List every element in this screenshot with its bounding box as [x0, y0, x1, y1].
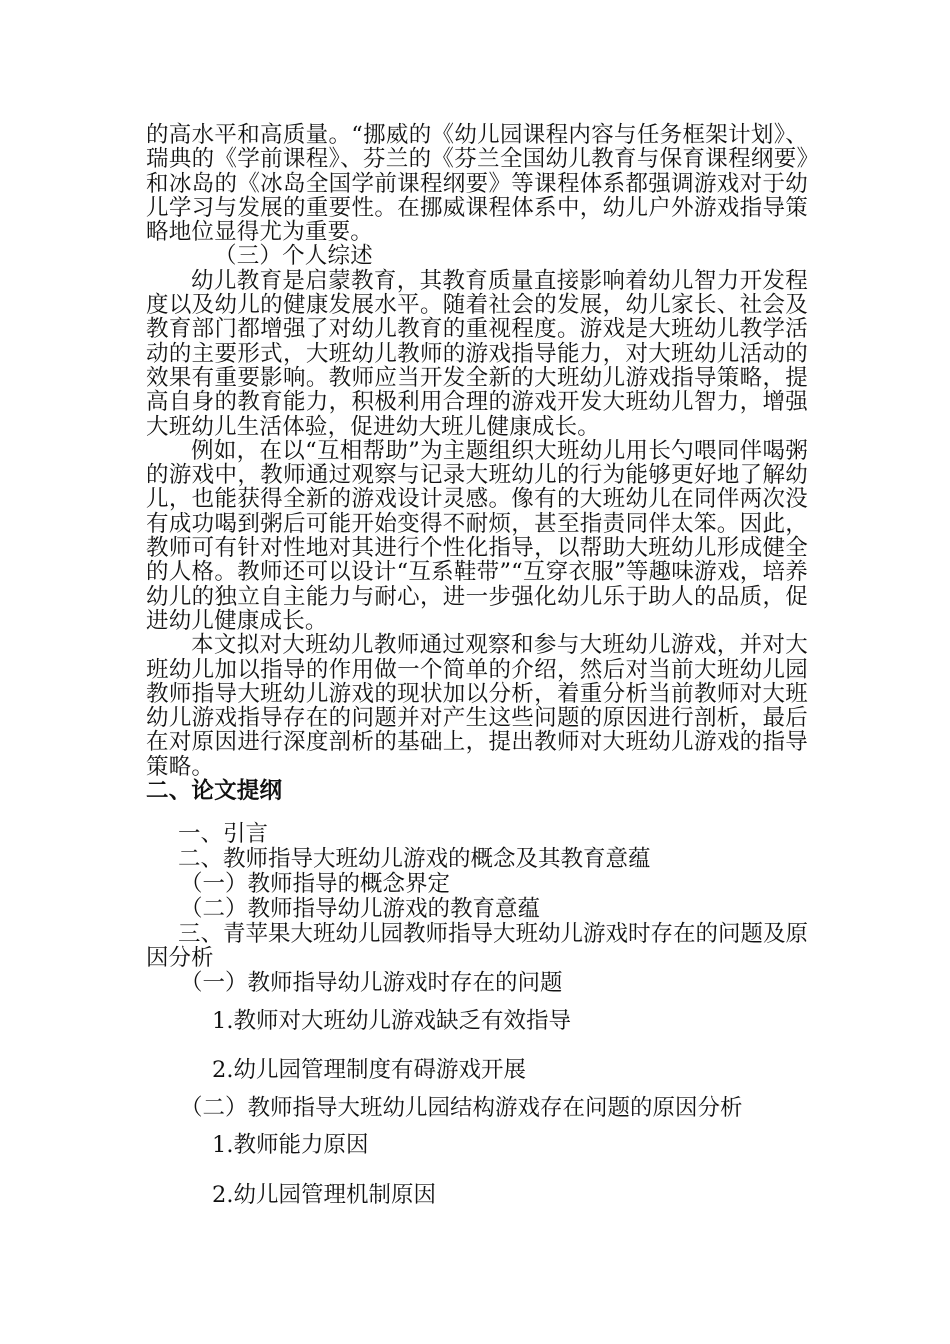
body-text	[146, 123, 808, 803]
outline-item-3-1: （一）教师指导幼儿游戏时存在的问题	[180, 970, 563, 996]
subheading-personal-review: （三）个人综述	[214, 243, 373, 270]
outline-item-2: 二、教师指导大班幼儿游戏的概念及其教育意蕴	[178, 846, 651, 872]
outline-item-2-1: （一）教师指导的概念界定	[180, 871, 451, 897]
outline-item-3-1-1: 1.教师对大班幼儿游戏缺乏有效指导	[212, 1008, 571, 1034]
outline-item-3: 三、青苹果大班幼儿园教师指导大班幼儿游戏时存在的问题及原因分析	[146, 921, 809, 972]
paragraph-2: 例如，在以“互相帮助”为主题组织大班幼儿用长勺喂同伴喝粥的游戏中，教师通过观察与记录大班幼儿的行为能够更好地了解幼儿，也能获得全新的游戏设计灵感。像有的大班幼儿在同伴两次没有成功喝到粥后可能开始变得不耐烦，甚至指责同伴太笨。因此，教师可有针对性地对其进行个性化指导，以帮助大班幼儿形成健全的人格。教师还可以设计“互系鞋带”“互穿衣服”等趣味游戏，培养幼儿的独立自主能力与耐心，进一步强化幼儿乐于助人的品质，促进幼儿健康成长。	[146, 437, 808, 634]
paragraph-intro-continuation: 的高水平和高质量。“挪威的《幼儿园课程内容与任务框架计划》、瑞典的《学前课程》、芬兰的《芬兰全国幼儿教育与保育课程纲要》和冰岛的《冰岛全国学前课程纲要》等课程体系都强调游戏对于幼儿学习与发展的重要性。在挪威课程体系中，幼儿户外游戏指导策略地位显得尤为重要。	[146, 122, 808, 246]
section-title-outline: 二、论文提纲	[146, 778, 283, 805]
outline-item-3-1-2: 2.幼儿园管理制度有碍游戏开展	[212, 1057, 526, 1083]
outline-item-introduction: 一、引言	[178, 821, 269, 847]
outline-item-2-2: （二）教师指导幼儿游戏的教育意蕴	[180, 896, 541, 922]
paragraph-3: 本文拟对大班幼儿教师通过观察和参与大班幼儿游戏，并对大班幼儿加以指导的作用做一个简单的介绍，然后对当前大班幼儿园教师指导大班幼儿游戏的现状加以分析，着重分析当前教师对大班幼儿游戏指导存在的问题并对产生这些问题的原因进行剖析，最后在对原因进行深度剖析的基础上，提出教师对大班幼儿游戏的指导策略。	[146, 632, 808, 780]
outline-item-3-2: （二）教师指导大班幼儿园结构游戏存在问题的原因分析	[180, 1095, 743, 1121]
outline-item-3-2-1: 1.教师能力原因	[212, 1132, 369, 1158]
outline-item-3-2-2: 2.幼儿园管理机制原因	[212, 1182, 436, 1208]
paragraph-1: 幼儿教育是启蒙教育，其教育质量直接影响着幼儿智力开发程度以及幼儿的健康发展水平。随着社会的发展，幼儿家长、社会及教育部门都增强了对幼儿教育的重视程度。游戏是大班幼儿教学活动的主要形式，大班幼儿教师的游戏指导能力，对大班幼儿活动的效果有重要影响。教师应当开发全新的大班幼儿游戏指导策略，提高自身的教育能力，积极利用合理的游戏开发大班幼儿智力，增强大班幼儿生活体验，促进幼大班儿健康成长。	[146, 267, 808, 440]
